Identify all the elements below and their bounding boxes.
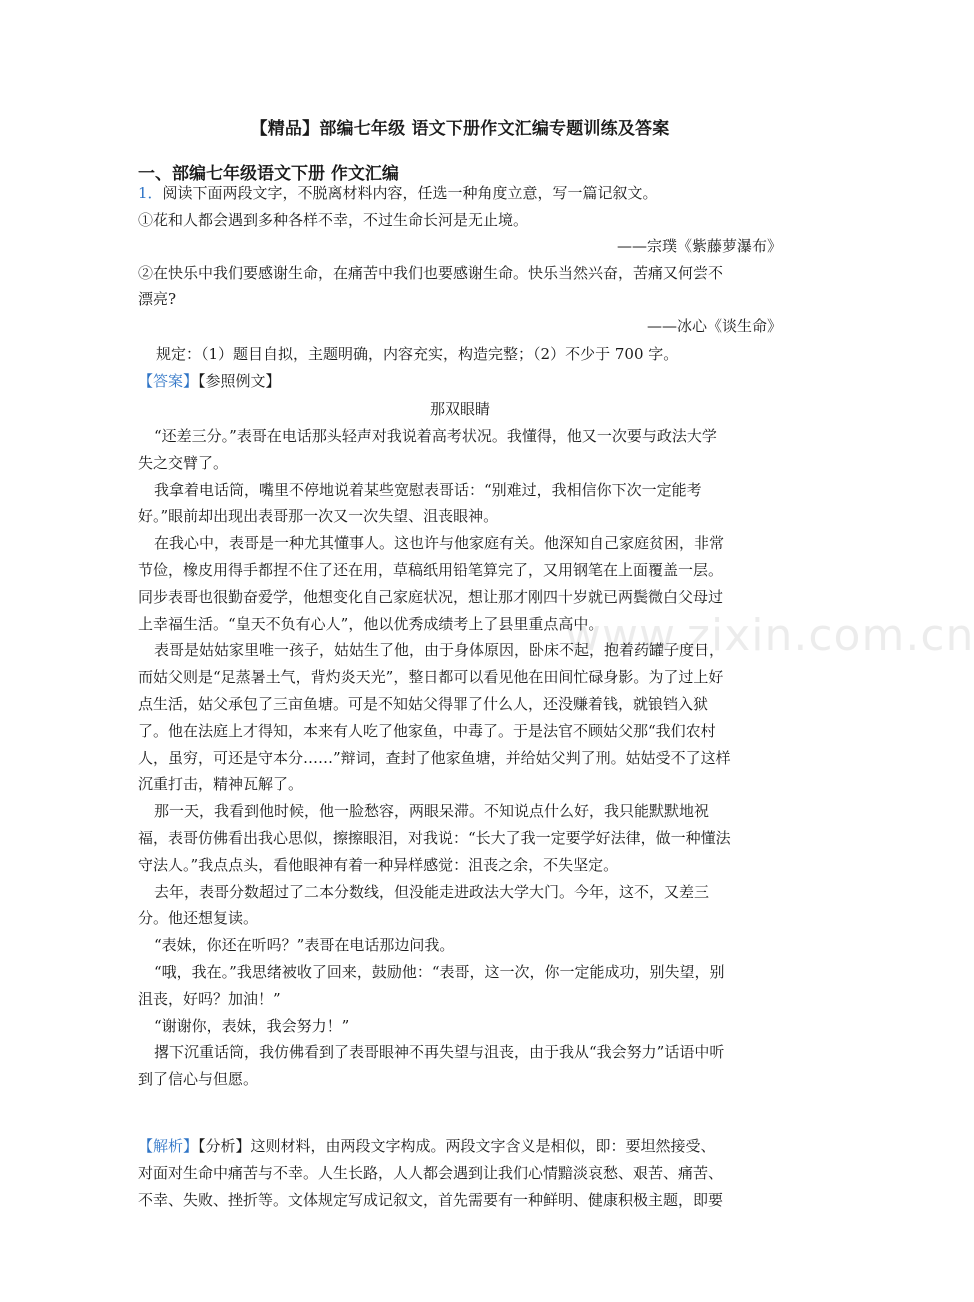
question-number: 1． xyxy=(138,184,163,202)
essay-line: 那一天，我看到他时候，他一脸愁容，两眼呆滞。不知说点什么好，我只能默默地祝 xyxy=(154,802,710,820)
analysis-text-1: 【分析】这则材料，由两段文字构成。两段文字含义是相似，即：要坦然接受、 xyxy=(198,1137,716,1155)
essay-line: 表哥是姑姑家里唯一孩子，姑姑生了他，由于身体原因，卧床不起，抱着药罐子度日， xyxy=(154,641,725,659)
essay-line: “哦，我在。”我思绪被收了回来，鼓励他：“表哥，这一次，你一定能成功，别失望，别 xyxy=(154,963,725,981)
essay-line: 好。”眼前却出现出表哥那一次又一次失望、沮丧眼神。 xyxy=(138,507,499,525)
analysis-line-1 xyxy=(138,1136,782,1156)
material-1-source: ——宗璞《紫藤萝瀑布》 xyxy=(616,237,782,255)
watermark: www.zixin.com.cn xyxy=(565,610,974,661)
answer-tag: 【答案】 xyxy=(138,372,199,390)
section-heading: 一、部编七年级语文下册 作文汇编 xyxy=(138,164,399,184)
material-2-source: ——冰心《谈生命》 xyxy=(646,317,782,335)
essay-line: 了。他在法庭上才得知，本来有人吃了他家鱼，中毒了。于是法官不顾姑父那“我们农村 xyxy=(138,722,716,740)
essay-line: 我拿着电话筒，嘴里不停地说着某些宽慰表哥话：“别难过，我相信你下次一定能考 xyxy=(154,481,702,499)
analysis-tag: 【解析】 xyxy=(138,1137,199,1155)
essay-line: 撂下沉重话筒，我仿佛看到了表哥眼神不再失望与沮丧，由于我从“我会努力”话语中听 xyxy=(154,1043,725,1061)
essay-line: 到了信心与但愿。 xyxy=(138,1070,259,1088)
analysis-line-2: 对面对生命中痛苦与不幸。人生长路，人人都会遇到让我们心情黯淡哀愁、艰苦、痛苦、 xyxy=(138,1164,724,1182)
essay-line: 在我心中，表哥是一种尤其懂事人。这也许与他家庭有关。他深知自己家庭贫困，非常 xyxy=(154,534,725,552)
essay-line: 分。他还想复读。 xyxy=(138,909,259,927)
material-2-line-1: ②在快乐中我们要感谢生命，在痛苦中我们也要感谢生命。快乐当然兴奋，苦痛又何尝不 xyxy=(138,264,724,282)
essay-line: 人，虽穷，可还是守本分……”辩词，查封了他家鱼塘，并给姑父判了刑。姑姑受不了这样 xyxy=(138,749,731,767)
essay-line: 福，表哥仿佛看出我心思似，擦擦眼泪，对我说：“长大了我一定要学好法律，做一种懂法 xyxy=(138,829,731,847)
essay-line: 上幸福生活。“皇天不负有心人”，他以优秀成绩考上了县里重点高中。 xyxy=(138,615,604,633)
reference-tag: 【参照例文】 xyxy=(198,372,281,390)
essay-line: 而姑父则是“足蒸暑土气，背灼炎天光”，整日都可以看见他在田间忙碌身影。为了过上好 xyxy=(138,668,724,686)
essay-title: 那双眼睛 xyxy=(429,400,490,418)
essay-line: “谢谢你，表妹，我会努力！” xyxy=(154,1017,350,1035)
essay-line: 沉重打击，精神瓦解了。 xyxy=(138,775,304,793)
essay-line: “还差三分。”表哥在电话那头轻声对我说着高考状况。我懂得，他又一次要与政法大学 xyxy=(154,427,717,445)
essay-line: 节俭，橡皮用得手都捏不住了还在用，草稿纸用铅笔算完了，又用钢笔在上面覆盖一层。 xyxy=(138,561,724,579)
requirement-line: 规定：（1）题目自拟，主题明确，内容充实，构造完整；（2）不少于 700 字。 xyxy=(156,345,679,363)
essay-line: 守法人。”我点点头，看他眼神有着一种异样感觉：沮丧之余，不失坚定。 xyxy=(138,856,619,874)
question-text: 阅读下面两段文字，不脱离材料内容，任选一种角度立意，写一篇记叙文。 xyxy=(162,184,658,202)
analysis-line-3: 不幸、失败、挫折等。文体规定写成记叙文，首先需要有一种鲜明、健康积极主题，即要 xyxy=(138,1191,724,1209)
answer-line xyxy=(138,371,782,391)
material-2-line-2: 漂亮? xyxy=(138,290,177,308)
essay-line: 同步表哥也很勤奋爱学，他想变化自己家庭状况，想让那才刚四十岁就已两鬓微白父母过 xyxy=(138,588,724,606)
essay-line: 沮丧，好吗？加油！” xyxy=(138,990,281,1008)
essay-line: 点生活，姑父承包了三亩鱼塘。可是不知姑父得罪了什么人，还没赚着钱，就锒铛入狱 xyxy=(138,695,709,713)
essay-line: “表妹，你还在听吗？”表哥在电话那边问我。 xyxy=(154,936,455,954)
essay-line: 失之交臂了。 xyxy=(138,454,229,472)
essay-line: 去年，表哥分数超过了二本分数线，但没能走进政法大学大门。今年，这不，又差三 xyxy=(154,883,710,901)
document-title: 【精品】部编七年级 语文下册作文汇编专题训练及答案 xyxy=(250,119,670,139)
material-1: ①花和人都会遇到多种各样不幸，不过生命长河是无止境。 xyxy=(138,211,529,229)
question-line xyxy=(138,183,782,203)
